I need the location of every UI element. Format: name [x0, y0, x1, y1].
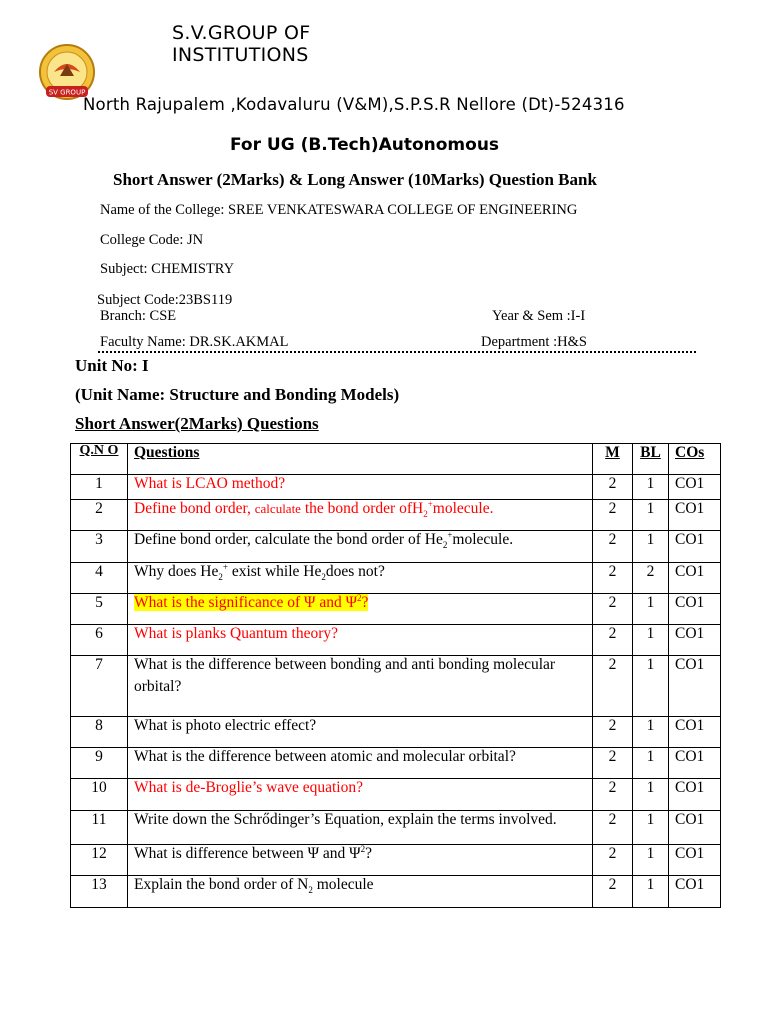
- subject-code: Subject Code:23BS119: [97, 292, 233, 308]
- co-cell: CO1: [669, 811, 721, 845]
- row-number: 5: [71, 594, 128, 625]
- table-row: [71, 811, 721, 845]
- table-header-row: [71, 444, 721, 475]
- year-sem: Year & Sem :I-I: [492, 308, 586, 324]
- marks-cell: 2: [593, 563, 633, 594]
- marks-cell: 2: [593, 845, 633, 876]
- subject: Subject: CHEMISTRY: [100, 261, 235, 277]
- row-number: 13: [71, 876, 128, 908]
- table-row: [71, 656, 721, 717]
- question-text: What is de-Broglie’s wave equation?: [128, 779, 593, 811]
- marks-cell: 2: [593, 717, 633, 748]
- question-text: What is LCAO method?: [128, 475, 593, 500]
- dotted-divider: [98, 351, 696, 353]
- question-text: Explain the bond order of $N_2$ molecule: [128, 876, 593, 908]
- marks-cell: 2: [593, 625, 633, 656]
- row-number: 3: [71, 531, 128, 563]
- header-bl: BL: [633, 444, 669, 475]
- row-number: 9: [71, 748, 128, 779]
- bl-cell: 1: [633, 531, 669, 563]
- row-number: 10: [71, 779, 128, 811]
- header-cos: COs: [669, 444, 721, 475]
- question-text: [128, 594, 593, 625]
- bl-cell: 1: [633, 779, 669, 811]
- section-title: Short Answer(2Marks) Questions: [75, 414, 319, 433]
- institution-name: [172, 22, 310, 66]
- question-text: Define bond order, calculate the bond order of $He_2^+molecule$.: [128, 531, 593, 563]
- bl-cell: 1: [633, 500, 669, 531]
- table-row: [71, 500, 721, 531]
- table-row: [71, 748, 721, 779]
- co-cell: CO1: [669, 876, 721, 908]
- row-number: 11: [71, 811, 128, 845]
- co-cell: CO1: [669, 748, 721, 779]
- header-marks: M: [593, 444, 633, 475]
- co-cell: CO1: [669, 475, 721, 500]
- question-text: Write down the Schrődinger’s Equation, explain the terms involved.: [128, 811, 593, 845]
- bl-cell: 1: [633, 876, 669, 908]
- program-title: For UG (B.Tech)Autonomous: [230, 135, 500, 155]
- bl-cell: 1: [633, 717, 669, 748]
- co-cell: CO1: [669, 717, 721, 748]
- question-bank-title: Short Answer (2Marks) & Long Answer (10Marks) Question Bank: [113, 170, 597, 189]
- marks-cell: 2: [593, 594, 633, 625]
- bl-cell: 1: [633, 625, 669, 656]
- unit-name: (Unit Name: Structure and Bonding Models): [75, 385, 400, 404]
- co-cell: CO1: [669, 625, 721, 656]
- question-text: What is the difference between bonding and anti bonding molecular orbital?: [128, 656, 593, 717]
- table-row: [71, 845, 721, 876]
- marks-cell: 2: [593, 500, 633, 531]
- college-code: College Code: JN: [100, 232, 204, 248]
- institution-address: North Rajupalem ,Kodavaluru (V&M),S.P.S.R Nellore (Dt)-524316: [83, 95, 625, 114]
- co-cell: CO1: [669, 500, 721, 531]
- college-name: Name of the College: SREE VENKATESWARA COLLEGE OF ENGINEERING: [100, 202, 578, 218]
- department: Department :H&S: [481, 334, 587, 350]
- row-number: 2: [71, 500, 128, 531]
- marks-cell: 2: [593, 811, 633, 845]
- co-cell: CO1: [669, 656, 721, 717]
- question-text: Why does $He_2^+$ exist while $He_2does$ not?: [128, 563, 593, 594]
- question-text: What is planks Quantum theory?: [128, 625, 593, 656]
- row-number: 12: [71, 845, 128, 876]
- institution-line-2: INSTITUTIONS: [172, 44, 309, 66]
- row-number: 1: [71, 475, 128, 500]
- bl-cell: 2: [633, 563, 669, 594]
- question-text: What is the difference between atomic and molecular orbital?: [128, 748, 593, 779]
- row-number: 6: [71, 625, 128, 656]
- highlighted-question: What is the significance of Ψ and $\Psi^2$?: [134, 592, 369, 611]
- marks-cell: 2: [593, 748, 633, 779]
- co-cell: CO1: [669, 563, 721, 594]
- table-row: [71, 594, 721, 625]
- institution-line-1: S.V.GROUP OF: [172, 22, 311, 44]
- question-text: What is difference between Ψ and $\Psi^2$?: [128, 845, 593, 876]
- table-row: [71, 779, 721, 811]
- marks-cell: 2: [593, 779, 633, 811]
- table-row: [71, 531, 721, 563]
- marks-cell: 2: [593, 475, 633, 500]
- question-table: [70, 443, 721, 908]
- branch: Branch: CSE: [100, 308, 177, 324]
- bl-cell: 1: [633, 656, 669, 717]
- table-row: [71, 475, 721, 500]
- marks-cell: 2: [593, 531, 633, 563]
- co-cell: CO1: [669, 779, 721, 811]
- question-text: Define bond order, calculate the bond order ofH$_2$+molecule.: [128, 500, 593, 531]
- bl-cell: 1: [633, 748, 669, 779]
- marks-cell: 2: [593, 876, 633, 908]
- bl-cell: 1: [633, 475, 669, 500]
- table-row: [71, 717, 721, 748]
- marks-cell: 2: [593, 656, 633, 717]
- co-cell: CO1: [669, 594, 721, 625]
- header-qno: Q.N O: [71, 444, 128, 475]
- faculty-name: Faculty Name: DR.SK.AKMAL: [100, 334, 289, 350]
- table-row: [71, 563, 721, 594]
- co-cell: CO1: [669, 531, 721, 563]
- table-row: [71, 625, 721, 656]
- row-number: 4: [71, 563, 128, 594]
- bl-cell: 1: [633, 845, 669, 876]
- table-row: [71, 876, 721, 908]
- row-number: 7: [71, 656, 128, 717]
- bl-cell: 1: [633, 811, 669, 845]
- row-number: 8: [71, 717, 128, 748]
- question-text: What is photo electric effect?: [128, 717, 593, 748]
- logo-text: SV GROUP: [48, 88, 86, 97]
- co-cell: CO1: [669, 845, 721, 876]
- unit-number: Unit No: I: [75, 356, 149, 375]
- bl-cell: 1: [633, 594, 669, 625]
- header-questions: Questions: [128, 444, 593, 475]
